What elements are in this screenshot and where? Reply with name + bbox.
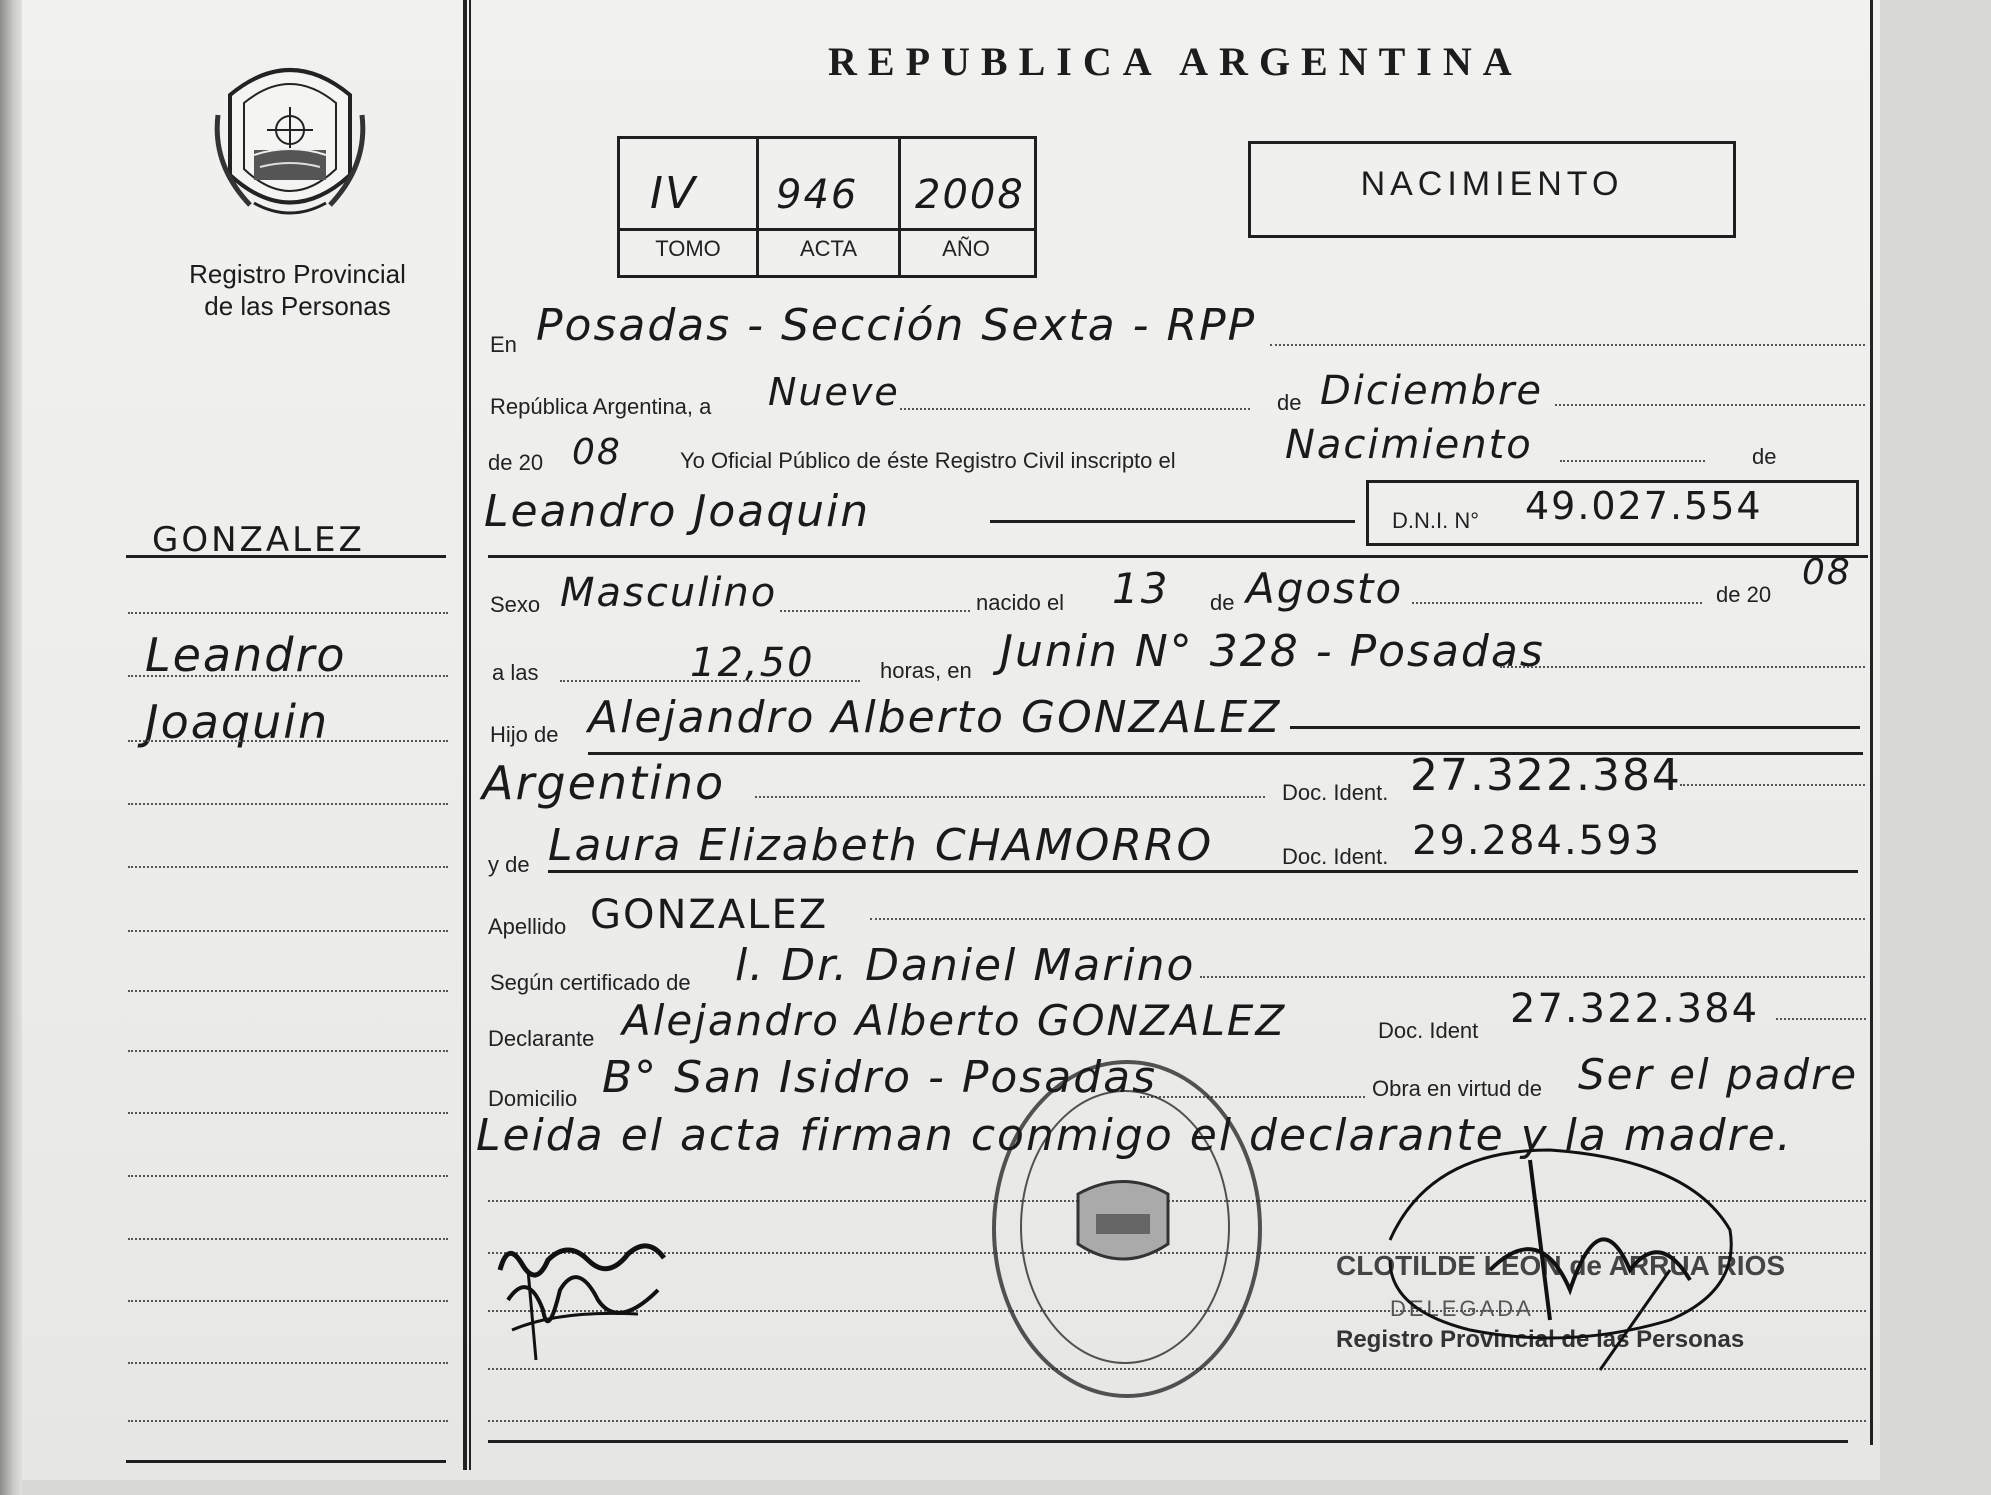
birth-place: Junin N° 328 - Posadas <box>1000 626 1545 677</box>
official-name: CLOTILDE LEON de ARRUA RIOS <box>1336 1250 1786 1281</box>
registry-round-stamp <box>992 1060 1262 1398</box>
segun-value: l. Dr. Daniel Marino <box>735 940 1196 991</box>
mother-doc: 29.284.593 <box>1412 818 1662 864</box>
apellido-value: GONZALEZ <box>590 892 829 938</box>
father-name: Alejandro Alberto GONZALEZ <box>588 692 1282 743</box>
doc-ident-label-3: Doc. Ident <box>1378 1018 1479 1043</box>
margin-surname-rule <box>126 555 446 558</box>
horas-label: horas, en <box>880 658 972 683</box>
ano-label: AÑO <box>942 236 990 261</box>
nacido-label: nacido el <box>976 590 1065 615</box>
birth-time-line <box>560 680 860 682</box>
doc-ident-label: Doc. Ident. <box>1282 780 1389 805</box>
obra-label: Obra en virtud de <box>1372 1076 1542 1101</box>
margin-name2: Joaquin <box>145 695 330 749</box>
alas-label: a las <box>492 660 539 685</box>
father-name-line <box>1290 726 1860 729</box>
declarante-doc-line <box>1776 1018 1866 1020</box>
margin-bottom-rule <box>126 1460 446 1463</box>
registry-name-line1: Registro Provincial <box>189 259 406 289</box>
de-label-2: de <box>1752 444 1777 469</box>
acta-value: 946 <box>776 172 859 218</box>
country-title: REPUBLICA ARGENTINA <box>828 39 1523 84</box>
birth-day: 13 <box>1112 564 1170 613</box>
apellido-label: Apellido <box>488 914 567 939</box>
father-doc: 27.322.384 <box>1410 750 1682 801</box>
margin-surname: GONZALEZ <box>152 520 365 560</box>
birth-time: 12,50 <box>690 640 815 686</box>
year-value: 08 <box>572 432 622 473</box>
en-line <box>1270 344 1865 346</box>
inscripto-value: Nacimiento <box>1285 422 1533 468</box>
obra-value: Ser el padre <box>1578 1050 1859 1099</box>
record-box-label-divider <box>617 228 1034 231</box>
child-name: Leandro Joaquin <box>484 486 871 537</box>
birth-year: 08 <box>1802 552 1852 593</box>
de-label-3: de <box>1210 590 1235 615</box>
official-org: Registro Provincial de las Personas <box>1336 1326 1745 1353</box>
misiones-seal-icon <box>210 55 370 235</box>
segun-line <box>1200 976 1865 978</box>
doc-ident-label-2: Doc. Ident. <box>1282 844 1389 869</box>
ano-value: 2008 <box>915 172 1025 218</box>
right-signature <box>1370 1120 1750 1380</box>
day-line <box>900 408 1250 410</box>
child-name-line <box>990 520 1355 523</box>
nationality-line <box>755 796 1265 798</box>
registry-name <box>160 258 435 322</box>
de-label: de <box>1277 390 1302 415</box>
day-value: Nueve <box>768 370 900 414</box>
margin-name1: Leandro <box>145 628 347 682</box>
sexo-label: Sexo <box>490 592 541 617</box>
domicilio-label: Domicilio <box>488 1086 578 1111</box>
closing-text: Leida el acta firman conmigo el declarante y la madre. <box>476 1110 1793 1161</box>
mother-section-rule <box>548 870 1858 873</box>
column-divider-left <box>463 0 467 1470</box>
sexo-line <box>780 610 970 612</box>
month-line <box>1555 404 1865 406</box>
hijo-label: Hijo de <box>490 722 559 747</box>
inscripto-line <box>1560 460 1705 462</box>
declarante-label: Declarante <box>488 1026 595 1051</box>
en-value: Posadas - Sección Sexta - RPP <box>536 300 1257 351</box>
tomo-value: IV <box>650 168 698 219</box>
month-value: Diciembre <box>1320 368 1544 414</box>
stamp-seal-icon <box>1068 1174 1178 1274</box>
right-frame-rule <box>1870 0 1873 1445</box>
sexo-value: Masculino <box>560 570 778 616</box>
mother-name: Laura Elizabeth CHAMORRO <box>548 820 1214 871</box>
birth-month: Agosto <box>1246 564 1404 613</box>
domicilio-value: B° San Isidro - Posadas <box>602 1052 1158 1103</box>
body-bottom-rule <box>488 1440 1848 1443</box>
de20-label: de 20 <box>488 450 544 475</box>
registry-name-line2: de las Personas <box>204 291 391 321</box>
acta-label: ACTA <box>799 236 858 261</box>
tomo-label: TOMO <box>655 236 721 261</box>
segun-label: Según certificado de <box>490 970 691 995</box>
birth-month-line <box>1412 602 1702 604</box>
declarante-value: Alejandro Alberto GONZALEZ <box>622 996 1287 1045</box>
dni-value: 49.027.554 <box>1525 484 1763 528</box>
oficial-label: Yo Oficial Público de éste Registro Civil inscripto el <box>680 448 1176 473</box>
book-binding <box>0 0 22 1495</box>
name-section-rule <box>488 555 1868 558</box>
birth-place-line <box>1500 666 1865 668</box>
father-doc-line <box>1680 784 1865 786</box>
declarante-doc: 27.322.384 <box>1510 986 1760 1032</box>
apellido-line <box>870 918 1865 920</box>
republica-label: República Argentina, a <box>490 394 712 419</box>
dni-label: D.N.I. N° <box>1392 508 1480 533</box>
official-role: DELEGADA <box>1390 1296 1534 1321</box>
yde-label: y de <box>488 852 530 877</box>
de20-label-2: de 20 <box>1716 582 1772 607</box>
en-label: En <box>490 332 517 357</box>
left-signature <box>488 1230 688 1370</box>
father-nationality: Argentino <box>482 756 726 810</box>
record-type: NACIMIENTO <box>1360 165 1624 203</box>
column-divider-left-inner <box>469 0 471 1470</box>
